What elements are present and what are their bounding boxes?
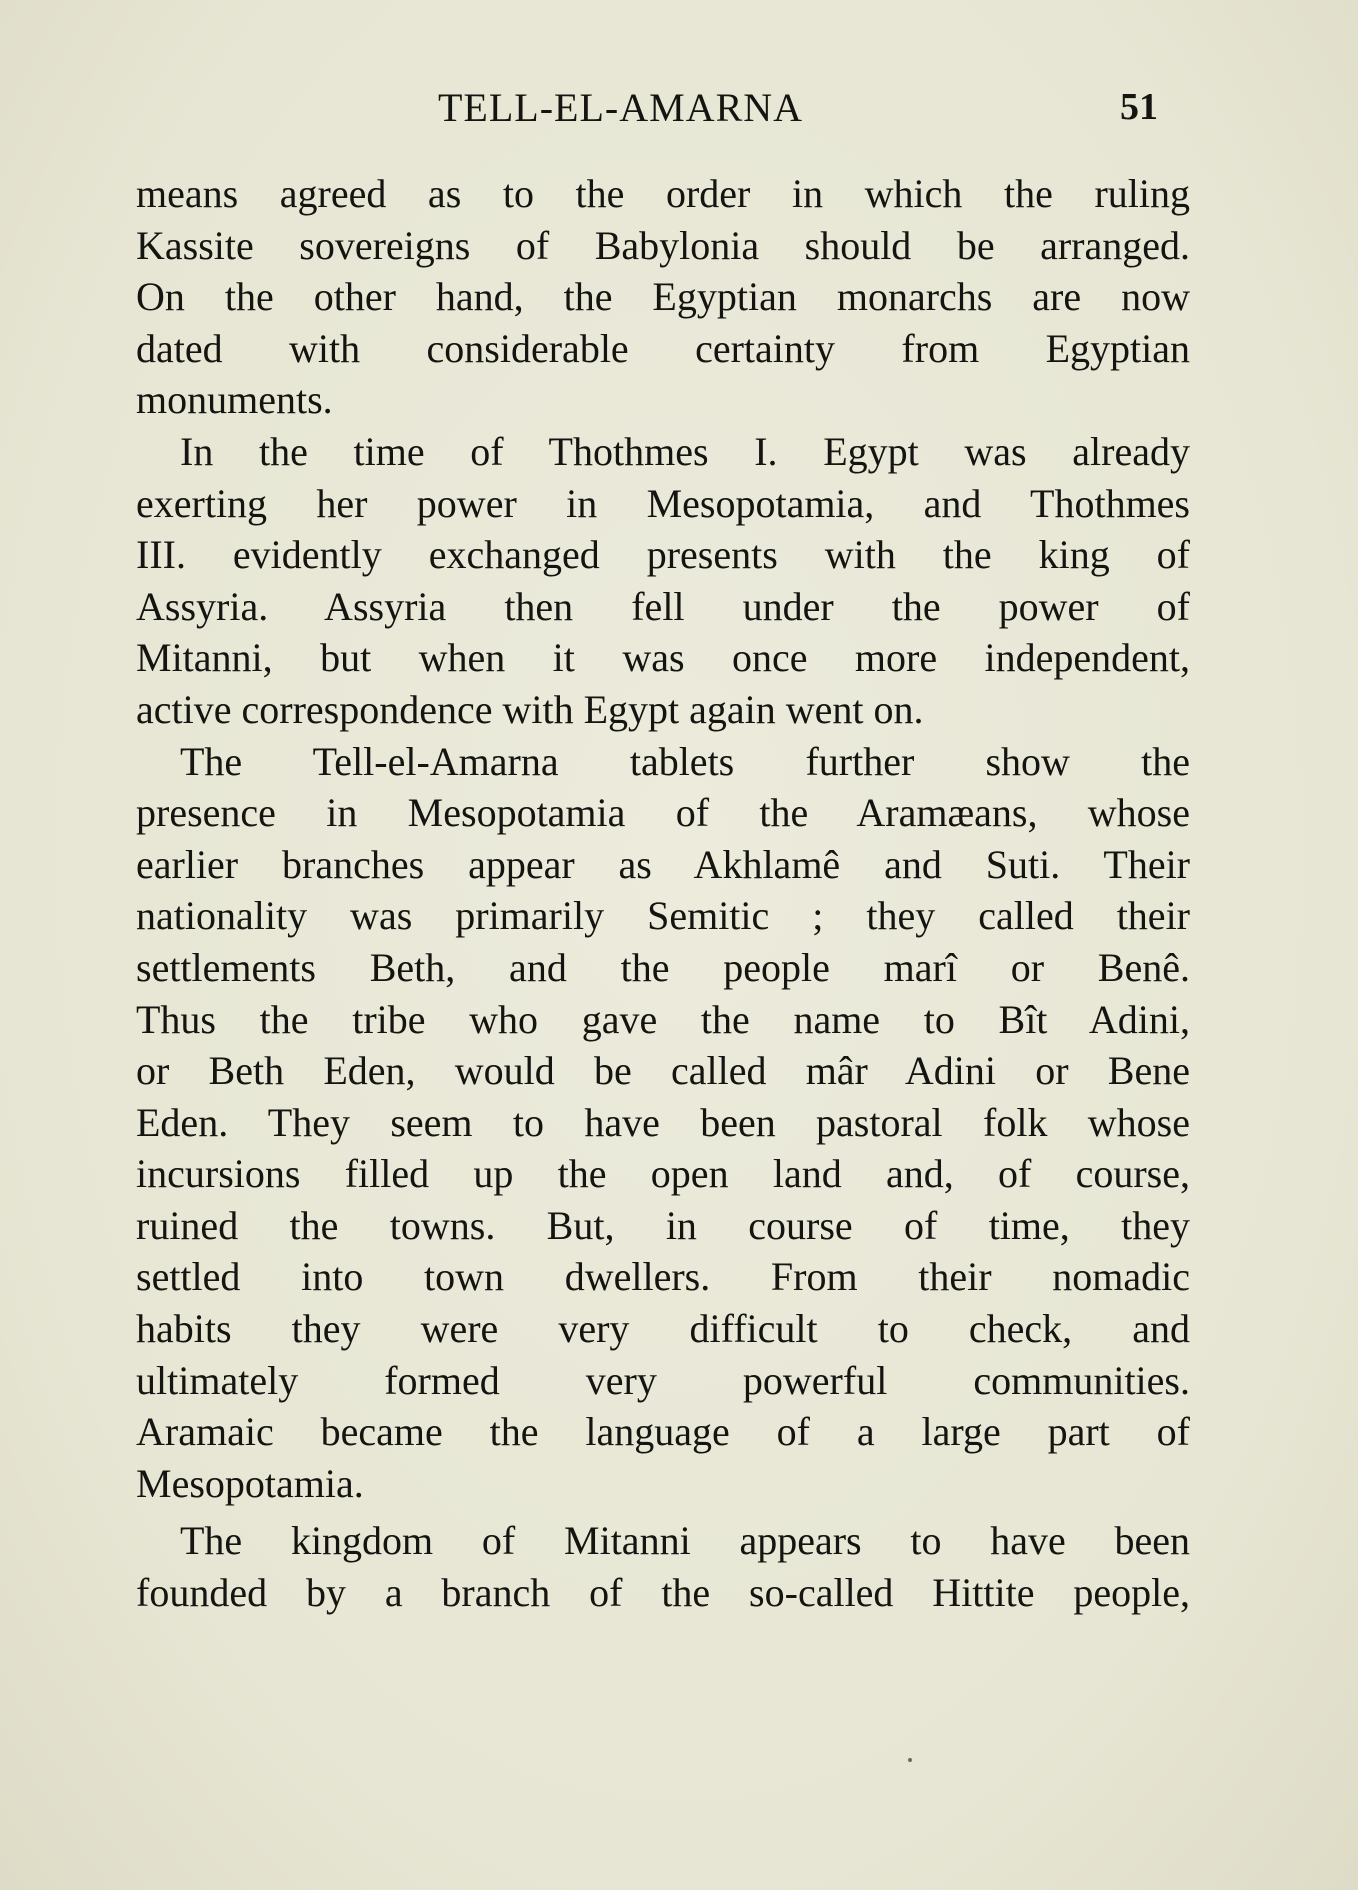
running-head xyxy=(0,82,1358,142)
text-line: presence in Mesopotamia of the Aramæans, whose xyxy=(136,790,1190,836)
text-line: Assyria. Assyria then fell under the power of xyxy=(136,583,1190,629)
text-line: founded by a branch of the so-called Hittite people, xyxy=(136,1570,1190,1616)
text-line: settlements Beth, and the people marî or Benê. xyxy=(136,944,1190,990)
text-line: On the other hand, the Egyptian monarchs are now xyxy=(136,274,1190,320)
text-line: In the time of Thothmes I. Egypt was already xyxy=(180,428,1190,474)
page-number: 51 xyxy=(1120,86,1158,128)
text-line: The Tell-el-Amarna tablets further show the xyxy=(180,738,1190,784)
text-line: exerting her power in Mesopotamia, and Thothmes xyxy=(136,480,1190,526)
text-line: ruined the towns. But, in course of time, they xyxy=(136,1202,1190,1248)
text-line: III. evidently exchanged presents with the king of xyxy=(136,532,1190,578)
text-line: monuments. xyxy=(136,377,333,423)
text-line: active correspondence with Egypt again went on. xyxy=(136,686,924,732)
page-speck xyxy=(908,1758,912,1762)
text-line: Aramaic became the language of a large part of xyxy=(136,1409,1190,1455)
text-line: Mitanni, but when it was once more independent, xyxy=(136,635,1190,681)
text-line: settled into town dwellers. From their nomadic xyxy=(136,1254,1190,1300)
text-line: habits they were very difficult to check, and xyxy=(136,1306,1190,1352)
text-line: means agreed as to the order in which the ruling xyxy=(136,171,1190,216)
text-line: ultimately formed very powerful communities. xyxy=(136,1357,1190,1403)
text-line: or Beth Eden, would be called mâr Adini or Bene xyxy=(136,1048,1190,1094)
text-line: Mesopotamia. xyxy=(136,1460,364,1506)
text-line: dated with considerable certainty from Egyptian xyxy=(136,325,1190,371)
text-line: Thus the tribe who gave the name to Bît Adini, xyxy=(136,996,1190,1042)
text-line: The kingdom of Mitanni appears to have been xyxy=(180,1518,1190,1564)
text-line: nationality was primarily Semitic ; they called their xyxy=(136,893,1190,939)
body-text xyxy=(136,168,1190,1619)
running-title: TELL-EL-AMARNA xyxy=(438,85,804,130)
text-line: Kassite sovereigns of Babylonia should be arranged. xyxy=(136,222,1190,268)
text-line: Eden. They seem to have been pastoral folk whose xyxy=(136,1099,1190,1145)
text-line: earlier branches appear as Akhlamê and Suti. Their xyxy=(136,841,1190,887)
text-line: incursions filled up the open land and, of course, xyxy=(136,1151,1190,1197)
